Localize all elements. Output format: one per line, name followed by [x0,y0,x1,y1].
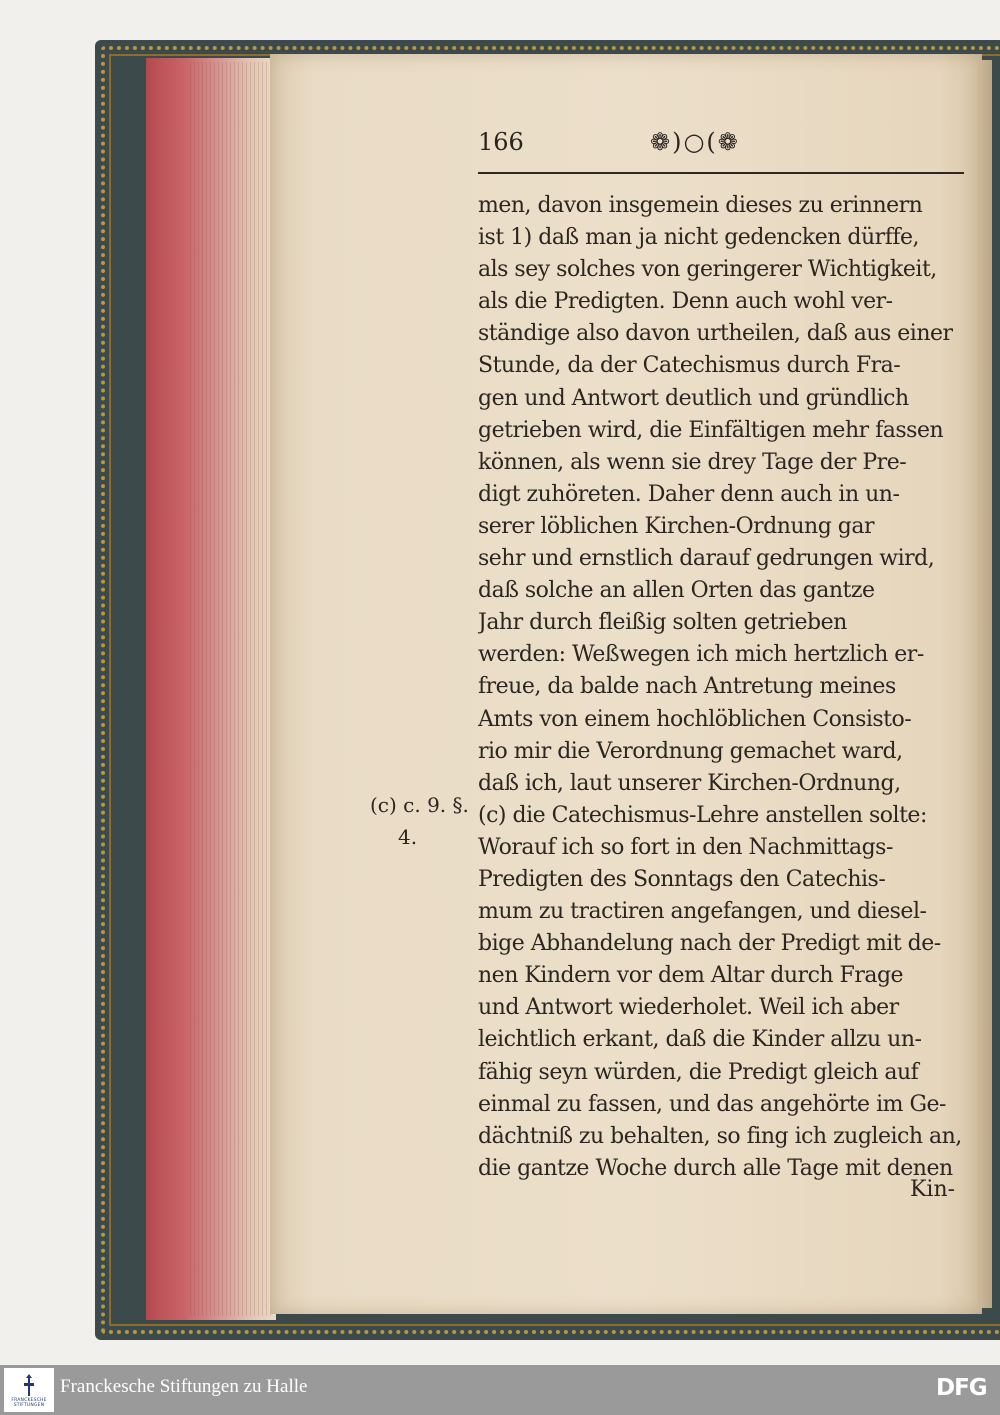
coat-of-arms-icon [23,1374,35,1396]
text-line: einmal zu fassen, und das angehörte im Ge- [478,1091,946,1117]
head-rule [478,172,964,174]
text-line: getrieben wird, die Einfältigen mehr fassen [478,417,944,443]
text-line: serer löblichen Kirchen-Ordnung gar [478,513,874,539]
page-edges-lines [190,62,274,1316]
text-line: als sey solches von geringerer Wichtigkeit, [478,257,937,283]
text-line: Stunde, da der Catechismus durch Fra- [478,353,901,379]
text-line: Predigten des Sonntags den Catechis- [478,866,886,892]
text-line: werden: Weßwegen ich mich hertzlich er- [478,642,924,668]
text-line: als die Predigten. Denn auch wohl ver- [478,289,893,315]
dfg-logo[interactable]: DFG [936,1375,987,1401]
text-line: digt zuhöreten. Daher denn auch in un- [478,481,900,507]
head-ornament: ❁)○(❁ [650,128,740,156]
page-fore-edge [978,60,992,1308]
text-line: ständige also davon urtheilen, daß aus einer [478,321,953,347]
text-line: bige Abhandelung nach der Predigt mit de- [478,931,941,957]
text-line: freue, da balde nach Antretung meines [478,674,896,700]
text-line: Amts von einem hochlöblichen Consisto- [478,706,912,732]
catchword: Kin- [910,1177,956,1202]
text-line: rio mir die Verordnung gemachet ward, [478,738,903,764]
text-line: sehr und ernstlich darauf gedrungen wird, [478,546,935,572]
text-line: dächtniß zu behalten, so fing ich zugleich an, [478,1123,962,1149]
text-line: (c) die Catechismus-Lehre anstellen solte: [478,802,927,828]
text-line: Worauf ich so fort in den Nachmittags- [478,834,893,860]
text-line: men, davon insgemein dieses zu erinnern [478,193,923,218]
text-line: und Antwort wiederholet. Weil ich aber [478,995,899,1021]
marginal-note [370,789,469,853]
institution-logo[interactable] [4,1368,54,1412]
text-line: daß ich, laut unserer Kirchen-Ordnung, [478,770,901,796]
text-line: nen Kindern vor dem Altar durch Frage [478,963,904,989]
body-text [478,190,978,1185]
text-line: können, als wenn sie drey Tage der Pre- [478,449,907,475]
logo-text: FRANCKESCHE STIFTUNGEN [11,1398,47,1408]
marginal-note-line: (c) c. 9. §. [370,793,469,817]
text-line: ist 1) daß man ja nicht gedencken dürffe, [478,225,919,251]
text-line: Jahr durch fleißig solten getrieben [478,610,847,636]
text-line: daß solche an allen Orten das gantze [478,578,875,604]
text-line: die gantze Woche durch alle Tage mit denen [478,1155,953,1181]
institution-name[interactable]: Franckesche Stiftungen zu Halle [60,1376,308,1397]
text-line: mum zu tractiren angefangen, und diesel- [478,899,927,925]
marginal-note-line: 4. [398,825,418,849]
text-line: gen und Antwort deutlich und gründlich [478,385,909,411]
viewer-footer [0,1365,1000,1415]
page-number: 166 [478,128,524,156]
text-line: leichtlich erkant, daß die Kinder allzu un- [478,1027,922,1053]
text-line: fähig seyn würden, die Predigt gleich auf [478,1059,919,1085]
running-head [478,128,968,172]
